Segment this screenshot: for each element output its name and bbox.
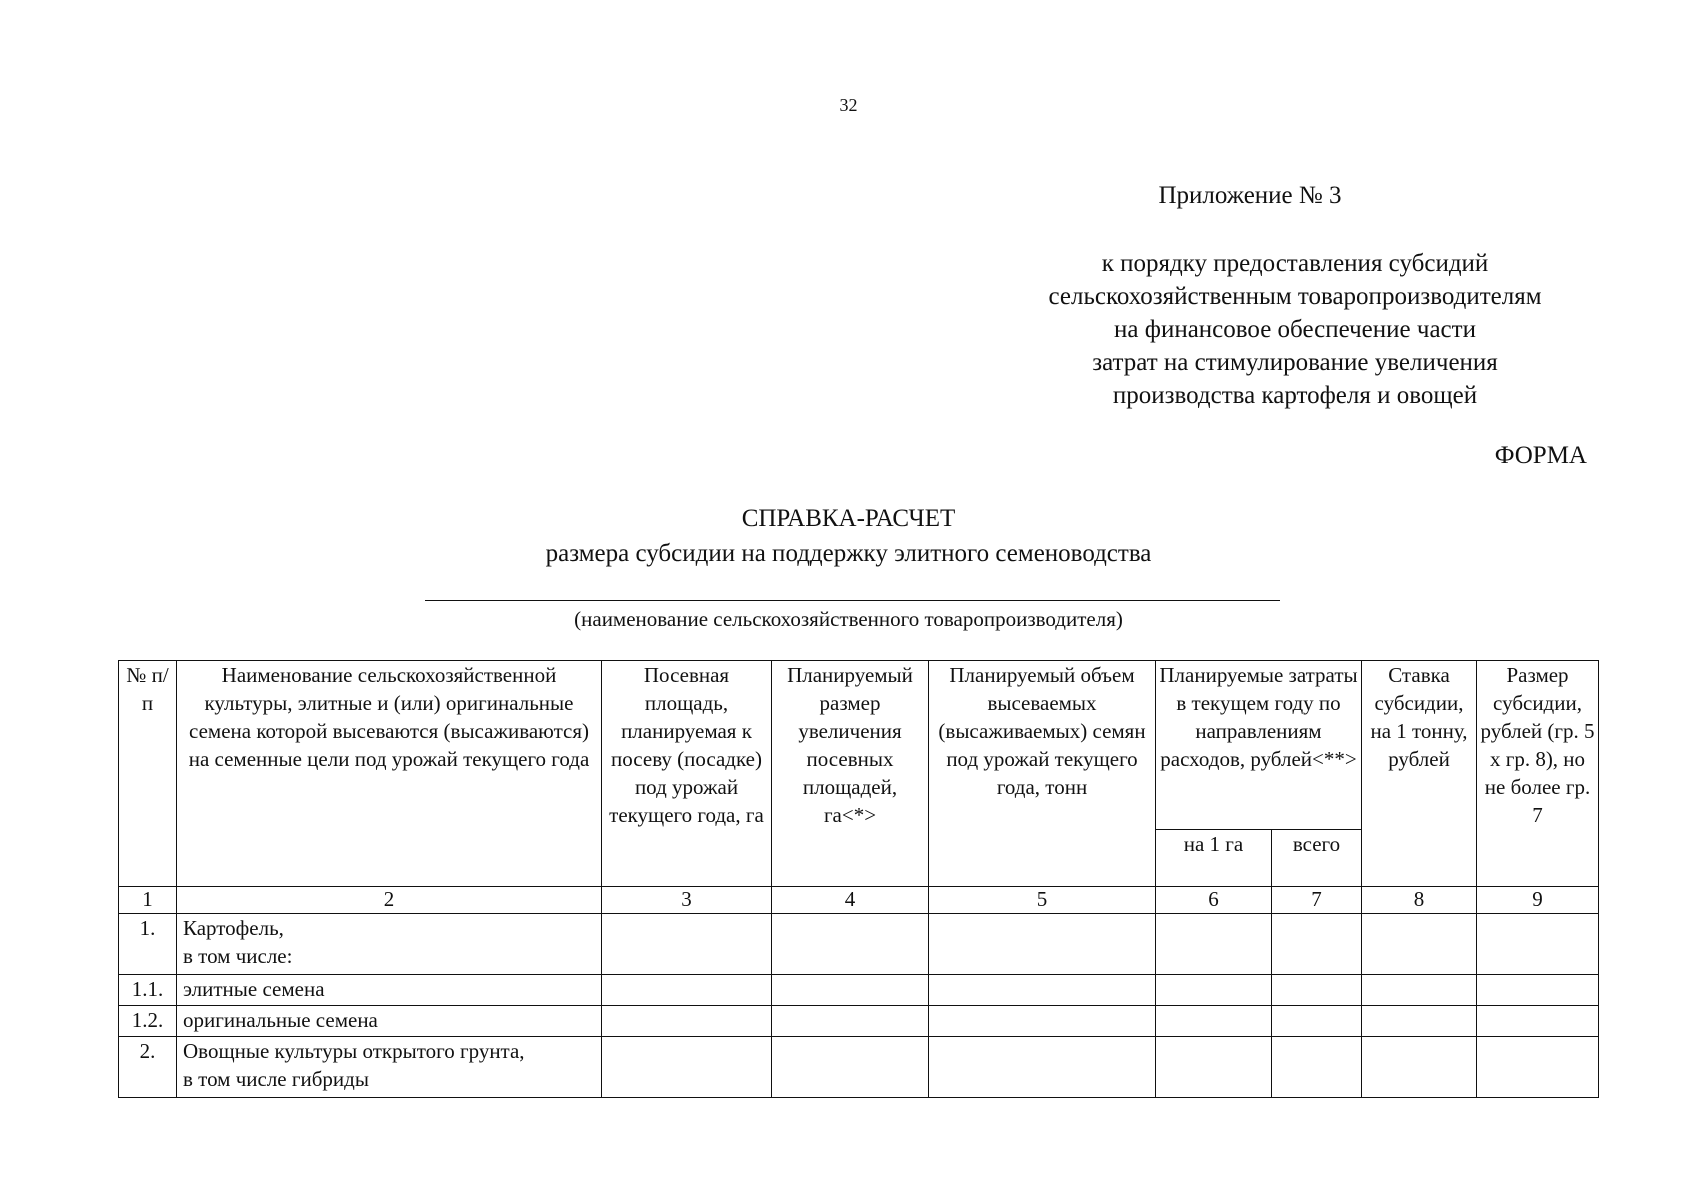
document-subtitle: размера субсидии на поддержку элитного семеноводства [545,540,1152,567]
cell-sown-area[interactable] [602,1006,772,1037]
cell-subsidy-amount[interactable] [1477,1006,1599,1037]
cell-cost-total[interactable] [1272,1006,1362,1037]
row-number: 1.2. [119,1006,177,1037]
header-subsidy-amount: Размер субсидии, рублей (гр. 5 х гр. 8), но не более гр. 7 [1477,661,1599,887]
cell-area-increase[interactable] [772,1006,929,1037]
appendix-line: к порядку предоставления субсидий [1101,250,1489,277]
column-number: 9 [1477,887,1599,914]
appendix-line: на финансовое обеспечение части [1114,316,1476,343]
column-number: 3 [602,887,772,914]
column-number: 4 [772,887,929,914]
calculation-table [118,660,1599,1098]
table-row [119,914,1599,975]
row-crop-name: элитные семена [177,975,602,1006]
header-planned-costs: Планируемые затраты в текущем году по направлениям расходов, рублей<**> [1156,661,1362,830]
cell-seed-volume[interactable] [929,975,1156,1006]
cell-cost-per-ha[interactable] [1156,914,1272,975]
cell-subsidy-amount[interactable] [1477,975,1599,1006]
header-cost-per-ha: на 1 га [1156,830,1272,887]
row-crop-name [177,914,602,975]
cell-area-increase[interactable] [772,975,929,1006]
header-sown-area: Посевная площадь, планируемая к посеву (посадке) под урожай текущего года, га [602,661,772,887]
column-number: 7 [1272,887,1362,914]
header-cost-total: всего [1272,830,1362,887]
cell-subsidy-rate[interactable] [1362,975,1477,1006]
cell-subsidy-rate[interactable] [1362,1006,1477,1037]
row-crop-name: оригинальные семена [177,1006,602,1037]
column-number: 6 [1156,887,1272,914]
cell-seed-volume[interactable] [929,1006,1156,1037]
row-number: 2. [119,1037,177,1098]
cell-sown-area[interactable] [602,914,772,975]
column-number: 5 [929,887,1156,914]
header-area-increase: Планируемый размер увеличения посевных площадей, га<*> [772,661,929,887]
cell-cost-total[interactable] [1272,914,1362,975]
cell-subsidy-rate[interactable] [1362,1037,1477,1098]
cell-subsidy-amount[interactable] [1477,1037,1599,1098]
cell-subsidy-amount[interactable] [1477,914,1599,975]
row-name-line: Картофель, [183,916,284,940]
column-number: 2 [177,887,602,914]
row-number: 1.1. [119,975,177,1006]
appendix-description [990,247,1600,412]
form-label: ФОРМА [1494,442,1587,469]
appendix-line: затрат на стимулирование увеличения [1092,349,1498,376]
header-number: № п/п [119,661,177,887]
cell-area-increase[interactable] [772,914,929,975]
cell-cost-per-ha[interactable] [1156,1006,1272,1037]
table-row [119,1037,1599,1098]
document-title: СПРАВКА-РАСЧЕТ [741,505,956,532]
cell-seed-volume[interactable] [929,1037,1156,1098]
header-subsidy-rate: Ставка субсидии, на 1 тонну, рублей [1362,661,1477,887]
appendix-line: производства картофеля и овощей [1112,382,1478,409]
cell-cost-per-ha[interactable] [1156,975,1272,1006]
row-name-line: в том числе гибриды [183,1067,369,1091]
header-crop-name: Наименование сельскохозяйственной культуры, элитные и (или) оригинальные семена которой высеваются (высаживаются) на семенные цели под урожай текущего года [177,661,602,887]
page-number: 32 [839,95,858,115]
cell-cost-total[interactable] [1272,975,1362,1006]
column-number: 1 [119,887,177,914]
row-name-line: в том числе: [183,944,293,968]
table-row [119,1006,1599,1037]
column-number: 8 [1362,887,1477,914]
cell-subsidy-rate[interactable] [1362,914,1477,975]
row-name-line: Овощные культуры открытого грунта, [183,1039,525,1063]
cell-sown-area[interactable] [602,975,772,1006]
cell-cost-per-ha[interactable] [1156,1037,1272,1098]
appendix-title: Приложение № 3 [1158,182,1342,209]
producer-name-line [425,600,1280,601]
row-number: 1. [119,914,177,975]
cell-seed-volume[interactable] [929,914,1156,975]
table-row [119,975,1599,1006]
cell-cost-total[interactable] [1272,1037,1362,1098]
cell-sown-area[interactable] [602,1037,772,1098]
header-seed-volume: Планируемый объем высеваемых (высаживаемых) семян под урожай текущего года, тонн [929,661,1156,887]
cell-area-increase[interactable] [772,1037,929,1098]
row-crop-name [177,1037,602,1098]
column-number-row [119,887,1599,914]
appendix-line: сельскохозяйственным товаропроизводителям [1048,283,1542,310]
producer-name-caption: (наименование сельскохозяйственного товаропроизводителя) [574,607,1123,631]
